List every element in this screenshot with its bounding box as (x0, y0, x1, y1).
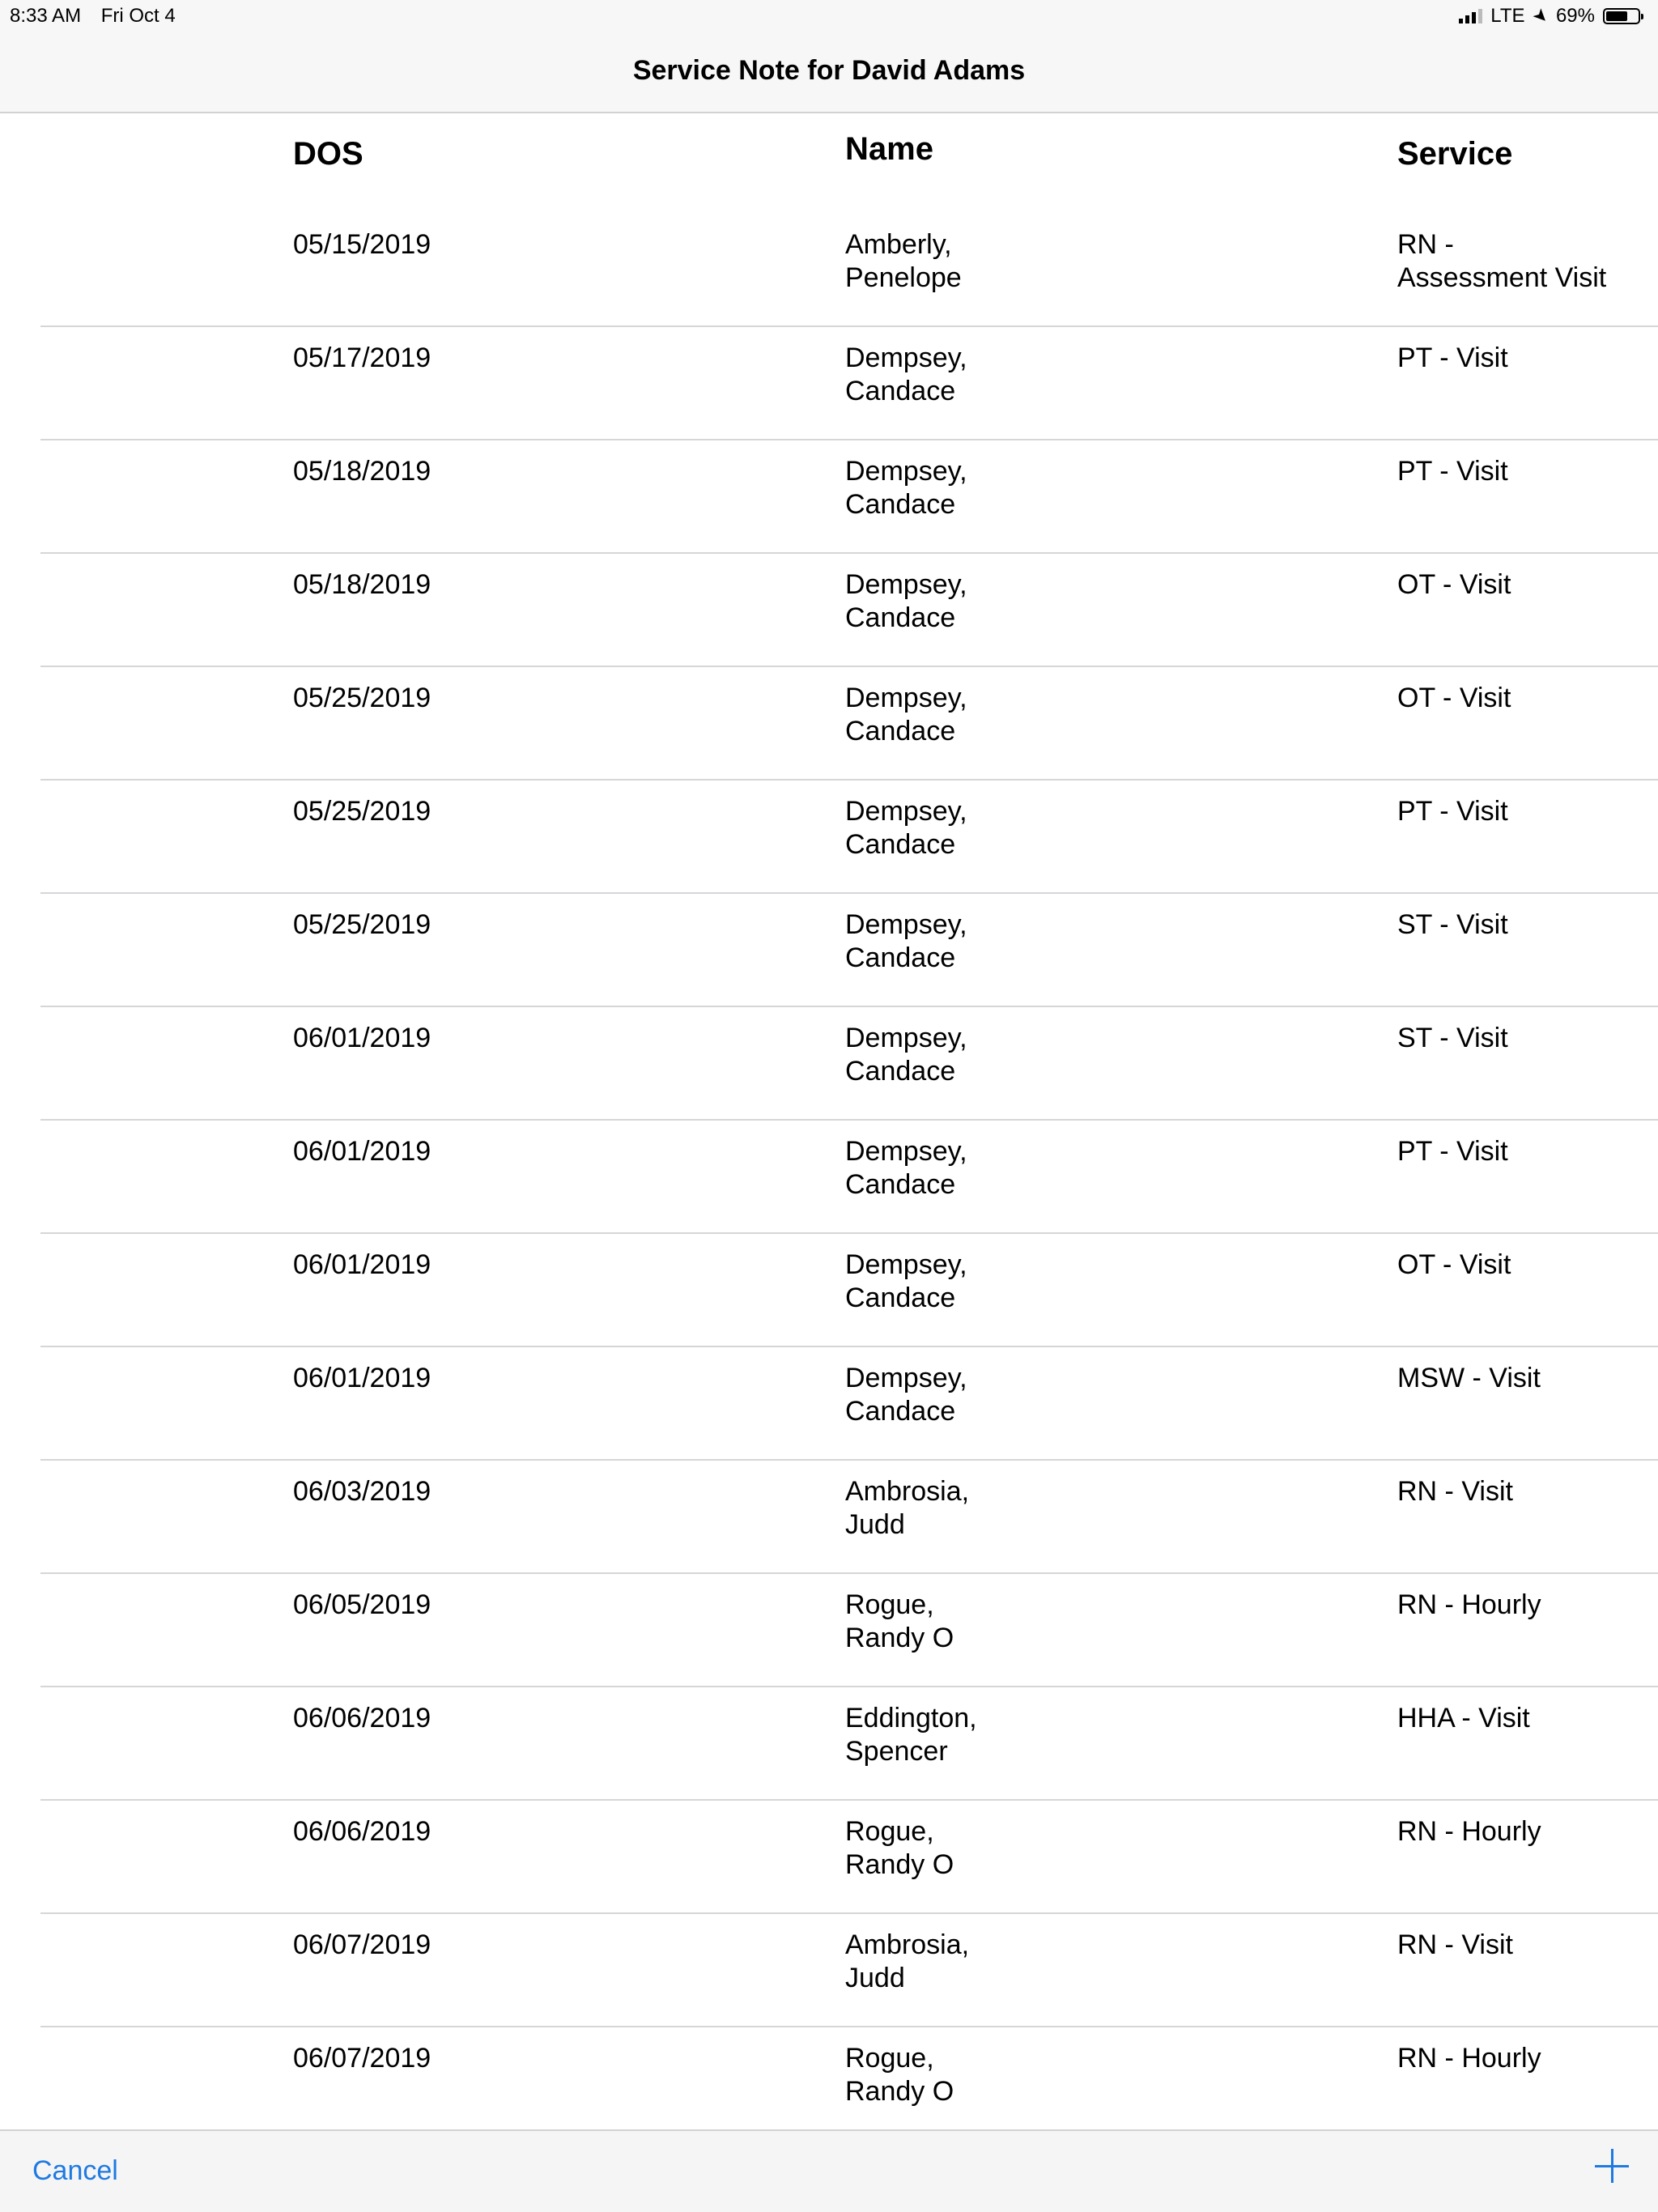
table-row[interactable] (40, 2026, 1658, 2139)
row-name-first: Penelope (845, 262, 962, 293)
page-title: Service Note for David Adams (632, 55, 1026, 86)
table-row[interactable] (40, 1459, 1658, 1572)
row-dos: 06/05/2019 (293, 1589, 432, 1620)
row-dos: 05/17/2019 (293, 342, 432, 373)
row-name (845, 342, 1088, 408)
battery-icon (1603, 8, 1640, 24)
row-service: RN - Hourly (1397, 1589, 1541, 1620)
table-row[interactable] (40, 1232, 1658, 1346)
status-time: 8:33 AM (10, 5, 82, 27)
row-service: RN - Hourly (1397, 1816, 1541, 1847)
row-dos: 06/03/2019 (293, 1476, 432, 1507)
table-row[interactable] (40, 1006, 1658, 1119)
row-name-first: Spencer (845, 1736, 948, 1767)
cellular-signal-icon (1459, 9, 1482, 23)
row-service: RN - Assessment Visit (1397, 229, 1607, 293)
row-service: MSW - Visit (1397, 1363, 1541, 1393)
row-name (845, 795, 1088, 861)
row-service: RN - Hourly (1397, 2043, 1541, 2074)
battery-percent: 69% (1555, 5, 1595, 27)
row-name-first: Randy O (845, 2076, 954, 2107)
status-right (1459, 5, 1640, 28)
location-arrow-icon: ➤ (1528, 3, 1554, 29)
row-name-first: Candace (845, 1283, 956, 1313)
status-left (10, 5, 190, 28)
row-name-first: Candace (845, 716, 956, 747)
row-name-last: Dempsey, (845, 456, 967, 487)
row-dos: 06/06/2019 (293, 1703, 432, 1733)
row-name (845, 1362, 1088, 1428)
row-name (845, 1249, 1088, 1315)
row-service: ST - Visit (1397, 909, 1508, 940)
row-name-first: Candace (845, 942, 956, 973)
table-row[interactable] (40, 666, 1658, 779)
row-dos: 05/15/2019 (293, 229, 432, 260)
row-dos: 06/07/2019 (293, 2043, 432, 2074)
table-row[interactable] (40, 892, 1658, 1006)
status-bar (0, 0, 1658, 32)
cancel-button[interactable]: Cancel (32, 2155, 118, 2186)
row-service: PT - Visit (1397, 456, 1508, 487)
row-name-last: Dempsey, (845, 683, 967, 713)
network-type: LTE (1490, 5, 1525, 27)
table-row[interactable] (40, 1119, 1658, 1232)
row-dos: 06/01/2019 (293, 1023, 432, 1053)
row-name-first: Judd (845, 1509, 905, 1540)
table-row[interactable] (40, 1912, 1658, 2026)
table-row[interactable] (40, 1572, 1658, 1686)
row-name (845, 1135, 1088, 1202)
bottom-toolbar (0, 2129, 1658, 2212)
row-dos: 06/07/2019 (293, 1929, 432, 1960)
row-service: ST - Visit (1397, 1023, 1508, 1053)
column-header-name: Name (845, 131, 933, 167)
table-row[interactable] (40, 1686, 1658, 1799)
row-dos: 05/18/2019 (293, 456, 432, 487)
row-name-first: Candace (845, 1056, 956, 1087)
table-row[interactable] (40, 325, 1658, 439)
row-name-last: Rogue, (845, 2043, 934, 2074)
row-name (845, 228, 1088, 295)
row-name (845, 908, 1088, 975)
row-name-last: Dempsey, (845, 1363, 967, 1393)
row-dos: 05/25/2019 (293, 683, 432, 713)
row-name (845, 682, 1088, 748)
row-dos: 05/18/2019 (293, 569, 432, 600)
row-service: OT - Visit (1397, 1249, 1511, 1280)
row-name-last: Eddington, (845, 1703, 977, 1733)
row-name-first: Candace (845, 602, 956, 633)
row-name (845, 455, 1088, 521)
row-service: PT - Visit (1397, 342, 1508, 373)
row-name-last: Dempsey, (845, 1249, 967, 1280)
navigation-bar (0, 32, 1658, 113)
row-dos: 06/06/2019 (293, 1816, 432, 1847)
row-service: OT - Visit (1397, 683, 1511, 713)
row-name-last: Amberly, (845, 229, 952, 260)
row-name (845, 1475, 1088, 1542)
row-dos: 05/25/2019 (293, 796, 432, 827)
row-name-first: Candace (845, 376, 956, 406)
row-name-last: Ambrosia, (845, 1476, 970, 1507)
row-name-first: Randy O (845, 1849, 954, 1880)
row-name (845, 1929, 1088, 1995)
row-name (845, 1022, 1088, 1088)
row-service: PT - Visit (1397, 796, 1508, 827)
table-row[interactable] (40, 552, 1658, 666)
row-name (845, 1702, 1088, 1768)
row-name (845, 1815, 1088, 1882)
row-service: OT - Visit (1397, 569, 1511, 600)
row-name-first: Candace (845, 829, 956, 860)
row-name-last: Rogue, (845, 1816, 934, 1847)
row-name-last: Dempsey, (845, 1023, 967, 1053)
row-name (845, 568, 1088, 635)
row-dos: 06/01/2019 (293, 1249, 432, 1280)
row-name (845, 2042, 1088, 2108)
row-name-last: Dempsey, (845, 909, 967, 940)
column-header-service: Service (1397, 136, 1513, 172)
row-name-first: Randy O (845, 1623, 954, 1653)
row-service: HHA - Visit (1397, 1703, 1530, 1733)
row-name-first: Candace (845, 489, 956, 520)
row-name-first: Judd (845, 1963, 905, 1993)
row-service: RN - Visit (1397, 1476, 1513, 1507)
row-name-last: Dempsey, (845, 796, 967, 827)
table-row[interactable] (40, 1799, 1658, 1912)
row-service: RN - Visit (1397, 1929, 1513, 1960)
row-dos: 06/01/2019 (293, 1363, 432, 1393)
table-row[interactable] (40, 212, 1658, 325)
row-dos: 06/01/2019 (293, 1136, 432, 1167)
status-date: Fri Oct 4 (100, 5, 176, 27)
row-name-last: Ambrosia, (845, 1929, 970, 1960)
row-name-last: Dempsey, (845, 1136, 967, 1167)
row-name (845, 1589, 1088, 1655)
row-name-last: Rogue, (845, 1589, 934, 1620)
row-name-first: Candace (845, 1396, 956, 1427)
row-name-first: Candace (845, 1169, 956, 1200)
plus-icon[interactable] (1595, 2149, 1629, 2183)
row-name-last: Dempsey, (845, 569, 967, 600)
row-dos: 05/25/2019 (293, 909, 432, 940)
table-row[interactable] (40, 1346, 1658, 1459)
column-header-dos: DOS (293, 136, 363, 172)
table-row[interactable] (40, 779, 1658, 892)
row-service: PT - Visit (1397, 1136, 1508, 1167)
table-row[interactable] (40, 439, 1658, 552)
row-name-last: Dempsey, (845, 342, 967, 373)
